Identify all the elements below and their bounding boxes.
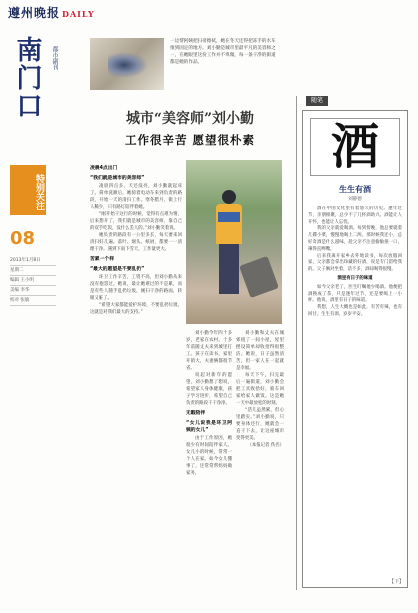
end-mark: 【下】 [388, 579, 404, 585]
issue-number: 08 [10, 228, 36, 249]
article-column-1 [90, 162, 182, 582]
paragraph: 后来我离开家乡去外地读书，每次放假回家，父亲都会拿出珍藏的好酒，说是专门留给我的。父子俩对坐着，话不多，酒却喝得很慢。 [308, 253, 402, 273]
subheading: “我们就是城市的美容师” [90, 176, 145, 181]
subheading: 苦累一个样 [90, 257, 114, 262]
section-badge: 特别关注 [10, 165, 46, 215]
masthead-name: 遵州晚报 [8, 6, 61, 20]
intro-text: 一边帮阿姨把扫帚擦拭，她在冬天还得把冻手的水车推到固定的地方。刘小勤是城市里最平凡的美容师之一，在她眼里这份工作并不卑微，每一条干净的街道都是她的作品。 [170, 39, 276, 65]
section-banner [10, 36, 58, 164]
section-title: 南门口 [12, 36, 42, 120]
street-sweeper-figure [216, 190, 242, 300]
subheading: 无暇陪伴 [186, 411, 206, 416]
calligraphy-art [310, 118, 400, 176]
calligraphy-character: 酒 [330, 119, 379, 175]
paragraph: “刚开始干这行的时候，觉得有点难为情，后来想开了，我们就是城市的美容师，靠自己的双手吃饭，没什么丢人的。”刘小勤笑着说。 [90, 212, 182, 231]
meta-line: 星期二 [10, 266, 56, 276]
subheading: 酒里有日子的味道 [337, 275, 373, 281]
article-column-3 [236, 330, 284, 582]
section-meta [10, 256, 56, 306]
article-column-2 [186, 330, 232, 582]
paragraph: 凌晨四点多，天还没亮，刘小勤就起床了。简单洗漱后，她骑着电动车来到负责的路段，开始一天的清扫工作。寒冬腊月，街上行人稀少，只有路灯陪伴着她。 [90, 184, 182, 210]
headline [92, 108, 288, 148]
meta-line: 校对 张敏 [10, 296, 56, 306]
paragraph: “希望大家都能爱护环境，不要乱扔垃圾，这就是对我们最大的支持。” [90, 303, 182, 315]
sidebar-title: 生生有酒 [339, 185, 371, 194]
paragraph: 她负责的路段有一公里多长，每天要来回清扫好几遍。落叶、烟头、纸屑，都要一一清理干净。遇到下雨下雪天，工作量更大。 [90, 233, 182, 252]
subheading: “最大的愿望是不要乱扔” [90, 267, 145, 272]
paragraph: 刘小勤和丈夫在城郊租了一间小屋，屋里摆设简单却收拾得很整洁。她说，日子虽然清苦，但一家人在一起就是幸福。 [236, 331, 284, 371]
column-divider [296, 96, 297, 590]
subheading: 凌晨4点出门 [90, 166, 118, 171]
paragraph: 酒在中国文化里有着悠久的历史。逢年过节，亲朋相聚，总少不了几杯酒助兴。酒能让人开怀，也能让人忘忧。 [308, 206, 402, 225]
paragraph: 刘小勤今年四十多岁，老家在农村，十多年前随丈夫来到城里打工。孩子在读书，家里开销大，夫妻俩都很节省。 [186, 331, 232, 371]
masthead-tag: DAILY [62, 9, 95, 19]
meta-line: 美编 李华 [10, 286, 56, 296]
meta-line: 2013年1月8日 [10, 256, 56, 266]
paragraph: 环卫工作辛苦，工资不高，但刘小勤从来没有抱怨过。她说，最让她难过的不是累，而是有些人随手乱扔垃圾，刚扫干净的路面，转眼又脏了。 [90, 275, 182, 301]
worker-photo [186, 160, 282, 324]
paragraph: “活儿虽然累，但心里踏实。”刘小勤说，只要身体还行，她就会一直干下去，让这座城市变得更美。 [236, 408, 284, 441]
paragraph: 由于工作原因，她很少有时间陪伴家人。女儿小的时候，常常一个人在家。如今女儿懂事了，还常常帮妈妈做家务。 [186, 436, 232, 476]
trash-cart [239, 256, 279, 298]
masthead [8, 4, 95, 21]
sidebar-author: 刘静德 [348, 197, 362, 202]
subheading: “女儿说我是环卫阿姨的女儿” [186, 421, 232, 433]
paragraph: 说起对新年的愿望，刘小勤想了想说，希望家人身体健康，孩子学习进步，希望自己负责的路段干干净净。 [186, 373, 232, 406]
paragraph: 如今父亲老了，医生叮嘱他少喝酒。他便把酒换成了茶，只是逢年过节，还是要喝上一小杯。他说，酒里有日子的味道。 [308, 284, 402, 304]
paragraph: 每天下午，扫完最后一遍街道，刘小勤会把工具收拾好，骑车回家给家人做饭。这是她一天中最放松的时刻。 [236, 373, 284, 406]
headline-main: 城市“美容师”刘小勤 [125, 111, 255, 127]
paragraph: 我想，人生大概也是如此，有苦有辣，也有回甘。生生有酒，岁岁平安。 [308, 305, 402, 317]
section-side-label: 都市副刊 [51, 46, 58, 70]
paragraph: 我的父亲就爱喝酒。每到傍晚，他总要就着几碟小菜，慢慢地喝上二两。那时候我还小，总好奇酒是什么滋味，趁父亲不注意偷偷抿一口，辣得直咧嘴。 [308, 226, 402, 252]
headline-sub: 工作很辛苦 愿望很朴素 [124, 133, 255, 147]
sidebar-text [308, 206, 402, 578]
byline: （本报记者 佚名） [247, 443, 284, 448]
sidebar-tag: 随笔 [306, 96, 328, 106]
meta-line: 编辑 王小明 [10, 276, 56, 286]
top-photo [90, 38, 164, 90]
